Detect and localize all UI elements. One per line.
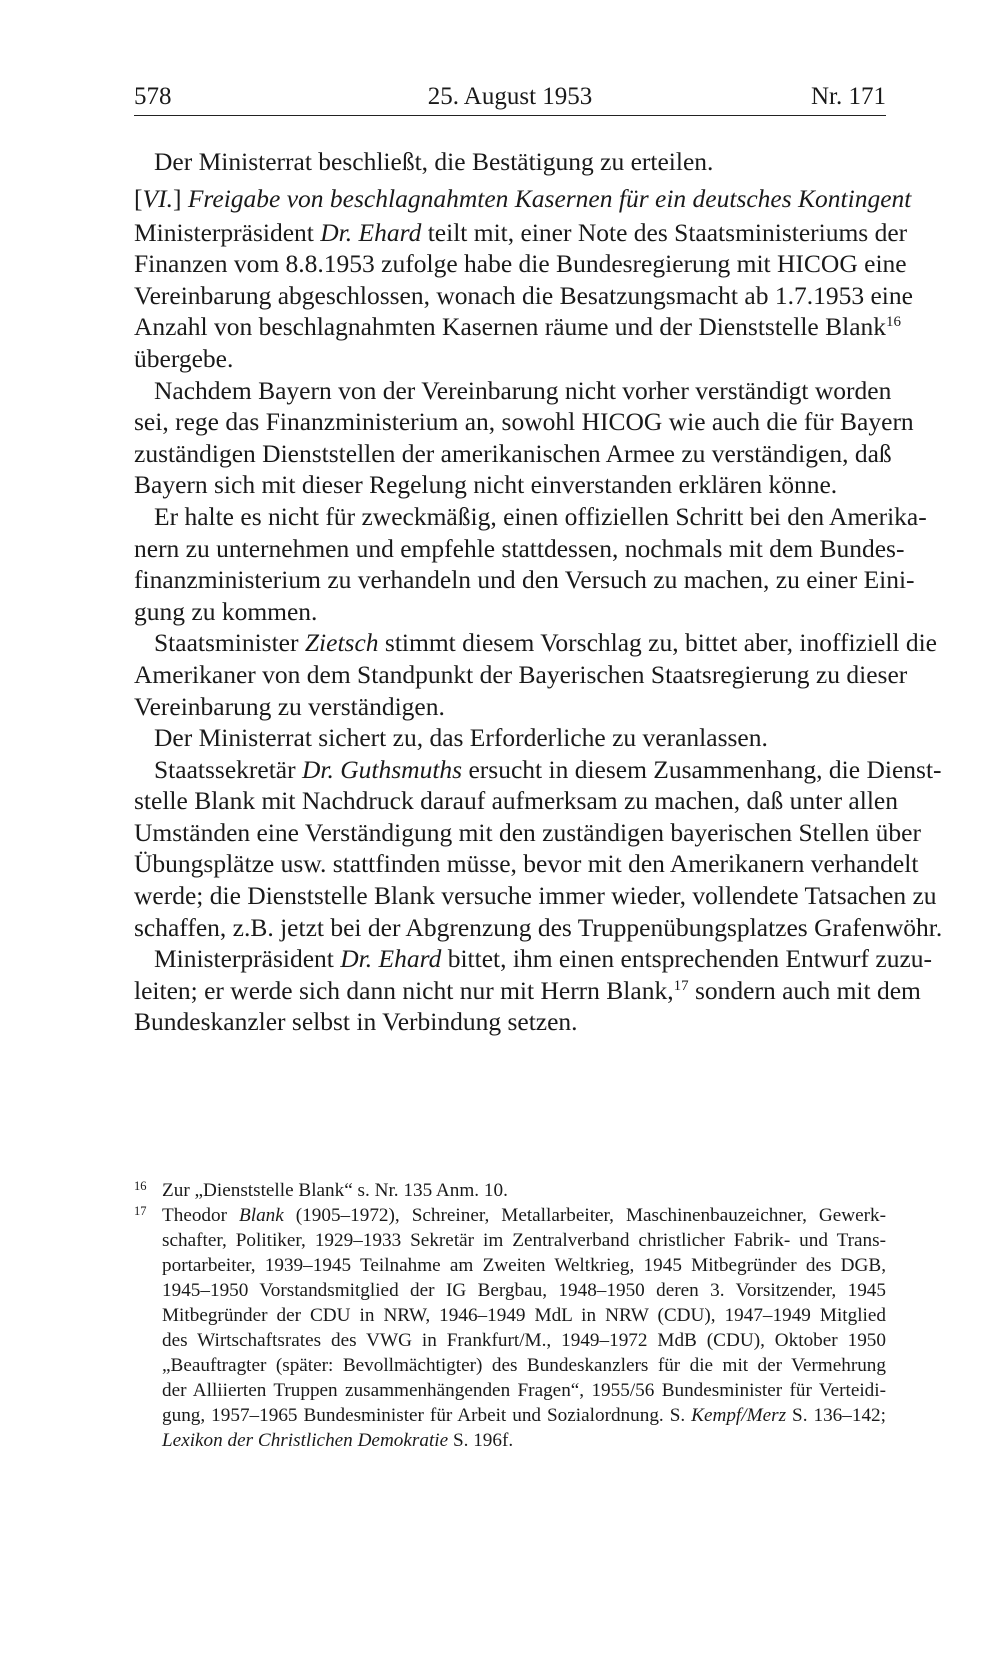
text-line: sei, rege das Finanzministerium an, sowohl HICOG wie auch die für Bayern [134,407,914,437]
text-line: Bundeskanzler selbst in Verbindung setzen. [134,1007,578,1037]
paragraph [134,722,886,754]
text-line: Staatsminister Zietsch stimmt diesem Vorschlag zu, bittet aber, inoffiziell die [154,628,937,658]
page-number: 578 [134,83,172,110]
italic-name: Lexikon der Christlichen Demokratie [162,1430,449,1451]
paragraph [134,943,933,1038]
footnote-line: gung, 1957–1965 Bundesminister für Arbeit und Sozialordnung. S. Kempf/Merz S. 136–142; [162,1405,886,1426]
footnote-line: des Wirtschaftsrates des VWG in Frankfurt/M., 1949–1972 MdB (CDU), Oktober 1950 [162,1330,886,1351]
document-number: Nr. 171 [811,83,886,110]
text-line: Nachdem Bayern von der Vereinbarung nicht vorher verständigt worden [154,375,892,405]
text-line: Vereinbarung abgeschlossen, wonach die Besatzungsmacht ab 1.7.1953 eine [134,280,913,310]
footnote-line: 1945–1950 Vorstandsmitglied der IG Bergbau, 1948–1950 deren 3. Vorsitzender, 1945 [162,1280,886,1301]
footnote-line: Lexikon der Christlichen Demokratie S. 196f. [162,1430,514,1451]
main-text [134,146,943,1038]
text-line: Er halte es nicht für zweckmäßig, einen offiziellen Schritt bei den Amerika- [154,501,927,531]
footnote-reference[interactable]: 17 [673,977,689,994]
paragraph [134,375,914,501]
text-line: Bayern sich mit dieser Regelung nicht einverstanden erklären könne. [134,470,838,500]
italic-name: Dr. Guthsmuths [301,754,463,784]
text-line: Finanzen vom 8.8.1953 zufolge habe die Bundesregierung mit HICOG eine [134,249,907,279]
paragraphs [134,217,943,1038]
text-line: Umständen eine Verständigung mit den zuständigen bayerischen Stellen über [134,817,921,847]
footnotes [134,1178,886,1453]
running-header [134,82,886,112]
text-line: zuständigen Dienststellen der amerikanischen Armee zu verständigen, daß [134,438,892,468]
decision-statement: Der Ministerrat beschließt, die Bestätigung zu erteilen. [154,147,714,176]
text-line: Ministerpräsident Dr. Ehard bittet, ihm einen entsprechenden Entwurf zuzu- [154,944,933,974]
italic-name: Blank [239,1205,284,1226]
footnote-16 [134,1178,886,1203]
footnote-reference[interactable]: 16 [886,314,902,331]
italic-name: Dr. Ehard [340,944,442,974]
paragraph [134,627,937,722]
footnote-line: schafter, Politiker, 1929–1933 Sekretär im Zentralverband christlicher Fabrik- und Trans- [162,1230,886,1251]
text-line: Der Ministerrat sichert zu, das Erforderliche zu veranlassen. [154,723,768,753]
text-line: Anzahl von beschlagnahmten Kasernen räume und der Dienststelle Blank$^{16}$ [134,312,902,342]
text-line: Übungsplätze usw. stattfinden müsse, bevor mit den Amerikanern verhandelt [134,849,919,879]
text-line: gung zu kommen. [134,596,318,626]
text-line: nern zu unternehmen und empfehle stattdessen, nochmals mit dem Bundes- [134,533,905,563]
text-line: finanzministerium zu verhandeln und den Versuch zu machen, zu einer Eini- [134,565,915,595]
section-number: [VI.] [134,183,182,213]
text-line: übergebe. [134,343,234,373]
section-title: Freigabe von beschlagnahmten Kasernen für ein deutsches Kontingent [187,183,912,213]
italic-name: Zietsch [304,628,379,658]
text-line: stelle Blank mit Nachdruck darauf aufmerksam zu machen, daß unter allen [134,786,898,816]
footnote-17 [134,1203,886,1453]
text-line: Vereinbarung zu verständigen. [134,691,445,721]
paragraph [134,217,913,375]
paragraph [134,754,943,944]
text-line: Ministerpräsident Dr. Ehard teilt mit, einer Note des Staatsministeriums der [134,217,908,247]
footnote-number: 16 [134,1179,147,1193]
footnote-line: portarbeiter, 1939–1945 Teilnahme am Zweiten Weltkrieg, 1945 Mitbegründer des DGB, [162,1255,886,1276]
section-heading [134,182,912,215]
italic-name: Kempf/Merz [691,1405,787,1426]
text-line: Amerikaner von dem Standpunkt der Bayerischen Staatsregierung zu dieser [134,659,908,689]
footnote-line: der Alliierten Truppen zusammenhängenden Fragen“, 1955/56 Bundesminister für Verteidi- [162,1380,886,1401]
footnote-line: „Beauftragter (später: Bevollmächtigter) des Bundeskanzlers für die mit der Vermehrung [162,1355,886,1376]
text-line: leiten; er werde sich dann nicht nur mit Herrn Blank,$^{17}$ sondern auch mit dem [134,975,921,1005]
text-line: schaffen, z.B. jetzt bei der Abgrenzung des Truppenübungsplatzes Grafenwöhr. [134,912,943,942]
header-rule [134,115,886,116]
text-line: werde; die Dienststelle Blank versuche immer wieder, vollendete Tatsachen zu [134,881,937,911]
header-date: 25. August 1953 [427,83,593,110]
text-line: Staatssekretär Dr. Guthsmuths ersucht in diesem Zusammenhang, die Dienst- [154,754,942,784]
footnote-line: 17 Theodor Blank (1905–1972), Schreiner, Metallarbeiter, Maschinenbauzeichner, Gewerk- [134,1203,886,1228]
footnote-line: 16 Zur „Dienststelle Blank“ s. Nr. 135 Anm. 10. [134,1178,886,1203]
italic-name: Dr. Ehard [320,217,422,247]
paragraph [134,501,927,627]
footnote-number: 17 [134,1204,147,1218]
footnote-line: Mitbegründer der CDU in NRW, 1946–1949 MdL in NRW (CDU), 1947–1949 Mitglied [162,1305,886,1326]
